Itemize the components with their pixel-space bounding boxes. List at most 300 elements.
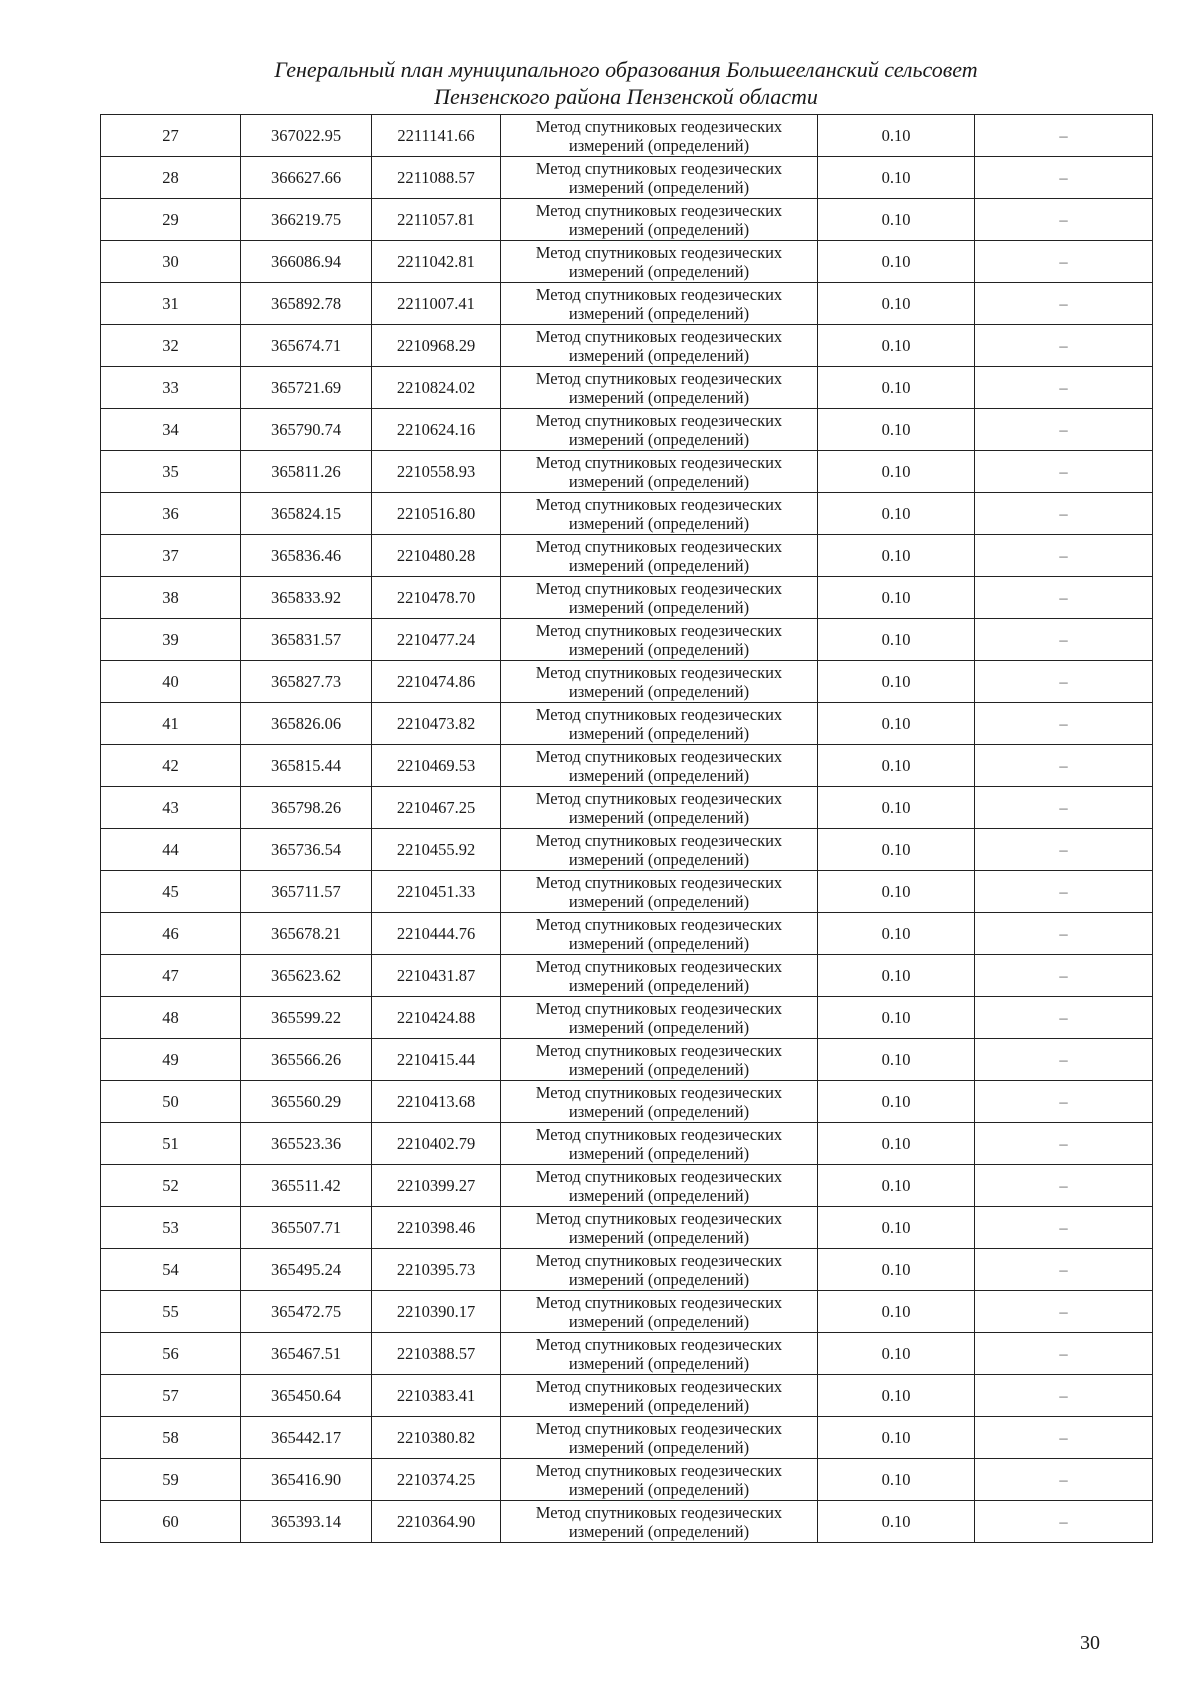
method-line-1: Метод спутниковых геодезических: [535, 704, 783, 724]
method-cell: [501, 283, 818, 325]
point-number-cell: 35: [101, 451, 241, 493]
y-coordinate-cell: 2210624.16: [372, 409, 501, 451]
table-row: [101, 997, 1153, 1039]
accuracy-cell: 0.10: [818, 787, 975, 829]
method-line-2: измерений (определений): [568, 429, 750, 449]
table-body: [101, 115, 1153, 1543]
method-line-1: Метод спутниковых геодезических: [535, 1040, 783, 1060]
y-coordinate-cell: 2210380.82: [372, 1417, 501, 1459]
accuracy-cell: 0.10: [818, 283, 975, 325]
x-coordinate-cell: 365393.14: [241, 1501, 372, 1543]
method-line-2: измерений (определений): [568, 345, 750, 365]
accuracy-cell: 0.10: [818, 997, 975, 1039]
accuracy-cell: 0.10: [818, 913, 975, 955]
method-line-2: измерений (определений): [568, 1017, 750, 1037]
y-coordinate-cell: 2210824.02: [372, 367, 501, 409]
table-row: [101, 115, 1153, 157]
point-number-cell: 45: [101, 871, 241, 913]
table-row: [101, 493, 1153, 535]
method-line-2: измерений (определений): [568, 891, 750, 911]
method-line-1: Метод спутниковых геодезических: [535, 662, 783, 682]
note-cell: –: [975, 871, 1153, 913]
method-line-1: Метод спутниковых геодезических: [535, 1208, 783, 1228]
table-row: [101, 1291, 1153, 1333]
method-line-1: Метод спутниковых геодезических: [535, 326, 783, 346]
method-line-2: измерений (определений): [568, 555, 750, 575]
accuracy-cell: 0.10: [818, 1249, 975, 1291]
note-cell: –: [975, 787, 1153, 829]
table-row: [101, 1207, 1153, 1249]
method-cell: [501, 745, 818, 787]
x-coordinate-cell: 365599.22: [241, 997, 372, 1039]
table-row: [101, 1165, 1153, 1207]
y-coordinate-cell: 2210402.79: [372, 1123, 501, 1165]
y-coordinate-cell: 2210390.17: [372, 1291, 501, 1333]
y-coordinate-cell: 2210473.82: [372, 703, 501, 745]
method-cell: [501, 1417, 818, 1459]
method-line-1: Метод спутниковых геодезических: [535, 1082, 783, 1102]
note-cell: –: [975, 367, 1153, 409]
method-cell: [501, 409, 818, 451]
method-line-2: измерений (определений): [568, 135, 750, 155]
method-line-1: Метод спутниковых геодезических: [535, 620, 783, 640]
method-line-2: измерений (определений): [568, 1353, 750, 1373]
method-line-2: измерений (определений): [568, 1227, 750, 1247]
table-row: [101, 1081, 1153, 1123]
method-cell: [501, 787, 818, 829]
table-row: [101, 1039, 1153, 1081]
page-header: [100, 56, 1152, 110]
x-coordinate-cell: 365623.62: [241, 955, 372, 997]
method-cell: [501, 1333, 818, 1375]
table-row: [101, 619, 1153, 661]
point-number-cell: 57: [101, 1375, 241, 1417]
accuracy-cell: 0.10: [818, 1417, 975, 1459]
accuracy-cell: 0.10: [818, 409, 975, 451]
note-cell: –: [975, 241, 1153, 283]
note-cell: –: [975, 493, 1153, 535]
method-line-2: измерений (определений): [568, 1395, 750, 1415]
point-number-cell: 48: [101, 997, 241, 1039]
x-coordinate-cell: 365833.92: [241, 577, 372, 619]
method-line-1: Метод спутниковых геодезических: [535, 494, 783, 514]
point-number-cell: 36: [101, 493, 241, 535]
point-number-cell: 55: [101, 1291, 241, 1333]
point-number-cell: 32: [101, 325, 241, 367]
accuracy-cell: 0.10: [818, 1291, 975, 1333]
method-line-1: Метод спутниковых геодезических: [535, 1166, 783, 1186]
method-cell: [501, 703, 818, 745]
method-line-1: Метод спутниковых геодезических: [535, 914, 783, 934]
method-cell: [501, 871, 818, 913]
point-number-cell: 46: [101, 913, 241, 955]
accuracy-cell: 0.10: [818, 1333, 975, 1375]
method-line-2: измерений (определений): [568, 807, 750, 827]
point-number-cell: 58: [101, 1417, 241, 1459]
table-row: [101, 409, 1153, 451]
x-coordinate-cell: 365416.90: [241, 1459, 372, 1501]
method-cell: [501, 325, 818, 367]
method-line-2: измерений (определений): [568, 975, 750, 995]
accuracy-cell: 0.10: [818, 577, 975, 619]
y-coordinate-cell: 2210444.76: [372, 913, 501, 955]
y-coordinate-cell: 2211007.41: [372, 283, 501, 325]
y-coordinate-cell: 2211088.57: [372, 157, 501, 199]
method-line-1: Метод спутниковых геодезических: [535, 830, 783, 850]
x-coordinate-cell: 366219.75: [241, 199, 372, 241]
method-cell: [501, 577, 818, 619]
method-line-1: Метод спутниковых геодезических: [535, 368, 783, 388]
table-row: [101, 577, 1153, 619]
table-row: [101, 1375, 1153, 1417]
y-coordinate-cell: 2211141.66: [372, 115, 501, 157]
accuracy-cell: 0.10: [818, 157, 975, 199]
note-cell: –: [975, 115, 1153, 157]
x-coordinate-cell: 365721.69: [241, 367, 372, 409]
y-coordinate-cell: 2210451.33: [372, 871, 501, 913]
point-number-cell: 42: [101, 745, 241, 787]
point-number-cell: 43: [101, 787, 241, 829]
y-coordinate-cell: 2210398.46: [372, 1207, 501, 1249]
coordinates-table: [100, 114, 1153, 1543]
y-coordinate-cell: 2210399.27: [372, 1165, 501, 1207]
x-coordinate-cell: 365711.57: [241, 871, 372, 913]
table-row: [101, 955, 1153, 997]
x-coordinate-cell: 365826.06: [241, 703, 372, 745]
x-coordinate-cell: 365560.29: [241, 1081, 372, 1123]
y-coordinate-cell: 2210383.41: [372, 1375, 501, 1417]
accuracy-cell: 0.10: [818, 493, 975, 535]
accuracy-cell: 0.10: [818, 619, 975, 661]
method-line-2: измерений (определений): [568, 261, 750, 281]
method-line-1: Метод спутниковых геодезических: [535, 284, 783, 304]
note-cell: –: [975, 913, 1153, 955]
table-row: [101, 1333, 1153, 1375]
x-coordinate-cell: 366086.94: [241, 241, 372, 283]
method-line-1: Метод спутниковых геодезических: [535, 746, 783, 766]
note-cell: –: [975, 1207, 1153, 1249]
y-coordinate-cell: 2210477.24: [372, 619, 501, 661]
y-coordinate-cell: 2210480.28: [372, 535, 501, 577]
accuracy-cell: 0.10: [818, 367, 975, 409]
y-coordinate-cell: 2210374.25: [372, 1459, 501, 1501]
y-coordinate-cell: 2210467.25: [372, 787, 501, 829]
note-cell: –: [975, 1333, 1153, 1375]
point-number-cell: 53: [101, 1207, 241, 1249]
y-coordinate-cell: 2211042.81: [372, 241, 501, 283]
table-row: [101, 913, 1153, 955]
method-line-2: измерений (определений): [568, 1479, 750, 1499]
note-cell: –: [975, 1123, 1153, 1165]
x-coordinate-cell: 365815.44: [241, 745, 372, 787]
note-cell: –: [975, 325, 1153, 367]
point-number-cell: 44: [101, 829, 241, 871]
y-coordinate-cell: 2210478.70: [372, 577, 501, 619]
method-line-1: Метод спутниковых геодезических: [535, 410, 783, 430]
method-line-2: измерений (определений): [568, 1059, 750, 1079]
method-cell: [501, 661, 818, 703]
y-coordinate-cell: 2210413.68: [372, 1081, 501, 1123]
method-line-1: Метод спутниковых геодезических: [535, 1334, 783, 1354]
y-coordinate-cell: 2210364.90: [372, 1501, 501, 1543]
method-line-1: Метод спутниковых геодезических: [535, 536, 783, 556]
table-row: [101, 157, 1153, 199]
method-line-1: Метод спутниковых геодезических: [535, 242, 783, 262]
note-cell: –: [975, 283, 1153, 325]
note-cell: –: [975, 577, 1153, 619]
table-row: [101, 535, 1153, 577]
accuracy-cell: 0.10: [818, 1375, 975, 1417]
point-number-cell: 37: [101, 535, 241, 577]
method-line-1: Метод спутниковых геодезических: [535, 158, 783, 178]
method-line-1: Метод спутниковых геодезических: [535, 116, 783, 136]
point-number-cell: 60: [101, 1501, 241, 1543]
point-number-cell: 59: [101, 1459, 241, 1501]
note-cell: –: [975, 1501, 1153, 1543]
accuracy-cell: 0.10: [818, 241, 975, 283]
point-number-cell: 31: [101, 283, 241, 325]
y-coordinate-cell: 2210424.88: [372, 997, 501, 1039]
method-line-1: Метод спутниковых геодезических: [535, 1124, 783, 1144]
page-number: 30: [1080, 1632, 1100, 1654]
method-cell: [501, 535, 818, 577]
note-cell: –: [975, 997, 1153, 1039]
method-cell: [501, 1207, 818, 1249]
table-row: [101, 451, 1153, 493]
point-number-cell: 27: [101, 115, 241, 157]
accuracy-cell: 0.10: [818, 829, 975, 871]
method-cell: [501, 1165, 818, 1207]
method-cell: [501, 997, 818, 1039]
table-row: [101, 367, 1153, 409]
method-line-1: Метод спутниковых геодезических: [535, 998, 783, 1018]
note-cell: –: [975, 955, 1153, 997]
accuracy-cell: 0.10: [818, 1123, 975, 1165]
method-cell: [501, 1375, 818, 1417]
x-coordinate-cell: 365566.26: [241, 1039, 372, 1081]
x-coordinate-cell: 365831.57: [241, 619, 372, 661]
method-line-2: измерений (определений): [568, 471, 750, 491]
x-coordinate-cell: 365523.36: [241, 1123, 372, 1165]
point-number-cell: 52: [101, 1165, 241, 1207]
accuracy-cell: 0.10: [818, 535, 975, 577]
note-cell: –: [975, 829, 1153, 871]
note-cell: –: [975, 703, 1153, 745]
point-number-cell: 28: [101, 157, 241, 199]
accuracy-cell: 0.10: [818, 703, 975, 745]
method-cell: [501, 955, 818, 997]
x-coordinate-cell: 365511.42: [241, 1165, 372, 1207]
accuracy-cell: 0.10: [818, 451, 975, 493]
method-line-2: измерений (определений): [568, 303, 750, 323]
method-cell: [501, 1081, 818, 1123]
x-coordinate-cell: 365892.78: [241, 283, 372, 325]
note-cell: –: [975, 157, 1153, 199]
y-coordinate-cell: 2210455.92: [372, 829, 501, 871]
method-cell: [501, 1123, 818, 1165]
point-number-cell: 51: [101, 1123, 241, 1165]
method-line-2: измерений (определений): [568, 597, 750, 617]
note-cell: –: [975, 619, 1153, 661]
method-line-1: Метод спутниковых геодезических: [535, 872, 783, 892]
note-cell: –: [975, 1291, 1153, 1333]
x-coordinate-cell: 365495.24: [241, 1249, 372, 1291]
method-line-1: Метод спутниковых геодезических: [535, 1376, 783, 1396]
x-coordinate-cell: 365811.26: [241, 451, 372, 493]
method-line-2: измерений (определений): [568, 765, 750, 785]
method-cell: [501, 1459, 818, 1501]
method-cell: [501, 1501, 818, 1543]
method-cell: [501, 1039, 818, 1081]
point-number-cell: 30: [101, 241, 241, 283]
point-number-cell: 40: [101, 661, 241, 703]
method-line-1: Метод спутниковых геодезических: [535, 1250, 783, 1270]
y-coordinate-cell: 2210395.73: [372, 1249, 501, 1291]
table-row: [101, 1249, 1153, 1291]
table-row: [101, 283, 1153, 325]
method-line-2: измерений (определений): [568, 849, 750, 869]
accuracy-cell: 0.10: [818, 115, 975, 157]
y-coordinate-cell: 2210516.80: [372, 493, 501, 535]
method-line-2: измерений (определений): [568, 1101, 750, 1121]
accuracy-cell: 0.10: [818, 1459, 975, 1501]
note-cell: –: [975, 451, 1153, 493]
note-cell: –: [975, 661, 1153, 703]
x-coordinate-cell: 365472.75: [241, 1291, 372, 1333]
accuracy-cell: 0.10: [818, 1501, 975, 1543]
method-cell: [501, 829, 818, 871]
accuracy-cell: 0.10: [818, 1039, 975, 1081]
accuracy-cell: 0.10: [818, 325, 975, 367]
method-line-1: Метод спутниковых геодезических: [535, 956, 783, 976]
note-cell: –: [975, 1417, 1153, 1459]
accuracy-cell: 0.10: [818, 661, 975, 703]
x-coordinate-cell: 365836.46: [241, 535, 372, 577]
method-line-2: измерений (определений): [568, 513, 750, 533]
x-coordinate-cell: 365790.74: [241, 409, 372, 451]
table-row: [101, 199, 1153, 241]
table-row: [101, 1417, 1153, 1459]
header-line-2: Пензенского района Пензенской области: [434, 84, 818, 109]
point-number-cell: 56: [101, 1333, 241, 1375]
method-line-1: Метод спутниковых геодезических: [535, 200, 783, 220]
accuracy-cell: 0.10: [818, 745, 975, 787]
method-line-1: Метод спутниковых геодезических: [535, 1418, 783, 1438]
header-line-1: Генеральный план муниципального образования Большееланский сельсовет: [274, 57, 978, 82]
table-row: [101, 1123, 1153, 1165]
method-cell: [501, 157, 818, 199]
point-number-cell: 47: [101, 955, 241, 997]
point-number-cell: 50: [101, 1081, 241, 1123]
y-coordinate-cell: 2210968.29: [372, 325, 501, 367]
method-line-1: Метод спутниковых геодезических: [535, 1502, 783, 1522]
x-coordinate-cell: 365442.17: [241, 1417, 372, 1459]
note-cell: –: [975, 1375, 1153, 1417]
y-coordinate-cell: 2211057.81: [372, 199, 501, 241]
method-line-2: измерений (определений): [568, 177, 750, 197]
method-cell: [501, 451, 818, 493]
method-cell: [501, 199, 818, 241]
table-row: [101, 1501, 1153, 1543]
method-line-1: Метод спутниковых геодезических: [535, 1292, 783, 1312]
table-row: [101, 1459, 1153, 1501]
method-cell: [501, 1291, 818, 1333]
point-number-cell: 29: [101, 199, 241, 241]
table-row: [101, 787, 1153, 829]
point-number-cell: 34: [101, 409, 241, 451]
x-coordinate-cell: 365824.15: [241, 493, 372, 535]
method-cell: [501, 241, 818, 283]
method-cell: [501, 367, 818, 409]
table-row: [101, 745, 1153, 787]
y-coordinate-cell: 2210415.44: [372, 1039, 501, 1081]
x-coordinate-cell: 367022.95: [241, 115, 372, 157]
method-line-1: Метод спутниковых геодезических: [535, 1460, 783, 1480]
method-line-2: измерений (определений): [568, 1521, 750, 1541]
method-line-1: Метод спутниковых геодезических: [535, 578, 783, 598]
point-number-cell: 39: [101, 619, 241, 661]
method-line-1: Метод спутниковых геодезических: [535, 452, 783, 472]
note-cell: –: [975, 1165, 1153, 1207]
point-number-cell: 38: [101, 577, 241, 619]
point-number-cell: 49: [101, 1039, 241, 1081]
table-row: [101, 661, 1153, 703]
note-cell: –: [975, 1081, 1153, 1123]
accuracy-cell: 0.10: [818, 1081, 975, 1123]
method-cell: [501, 619, 818, 661]
y-coordinate-cell: 2210474.86: [372, 661, 501, 703]
method-cell: [501, 115, 818, 157]
table-row: [101, 829, 1153, 871]
x-coordinate-cell: 365798.26: [241, 787, 372, 829]
note-cell: –: [975, 745, 1153, 787]
x-coordinate-cell: 365736.54: [241, 829, 372, 871]
method-line-2: измерений (определений): [568, 681, 750, 701]
accuracy-cell: 0.10: [818, 1165, 975, 1207]
method-line-2: измерений (определений): [568, 1185, 750, 1205]
point-number-cell: 33: [101, 367, 241, 409]
method-cell: [501, 1249, 818, 1291]
y-coordinate-cell: 2210558.93: [372, 451, 501, 493]
method-line-2: измерений (определений): [568, 1269, 750, 1289]
y-coordinate-cell: 2210469.53: [372, 745, 501, 787]
accuracy-cell: 0.10: [818, 1207, 975, 1249]
accuracy-cell: 0.10: [818, 955, 975, 997]
point-number-cell: 54: [101, 1249, 241, 1291]
method-line-2: измерений (определений): [568, 1311, 750, 1331]
table-row: [101, 325, 1153, 367]
note-cell: –: [975, 409, 1153, 451]
x-coordinate-cell: 366627.66: [241, 157, 372, 199]
y-coordinate-cell: 2210431.87: [372, 955, 501, 997]
method-line-2: измерений (определений): [568, 723, 750, 743]
note-cell: –: [975, 1249, 1153, 1291]
x-coordinate-cell: 365678.21: [241, 913, 372, 955]
note-cell: –: [975, 1039, 1153, 1081]
method-line-2: измерений (определений): [568, 933, 750, 953]
method-cell: [501, 913, 818, 955]
note-cell: –: [975, 1459, 1153, 1501]
note-cell: –: [975, 535, 1153, 577]
x-coordinate-cell: 365507.71: [241, 1207, 372, 1249]
method-cell: [501, 493, 818, 535]
accuracy-cell: 0.10: [818, 199, 975, 241]
x-coordinate-cell: 365450.64: [241, 1375, 372, 1417]
method-line-2: измерений (определений): [568, 219, 750, 239]
table-row: [101, 241, 1153, 283]
method-line-2: измерений (определений): [568, 387, 750, 407]
method-line-2: измерений (определений): [568, 1437, 750, 1457]
